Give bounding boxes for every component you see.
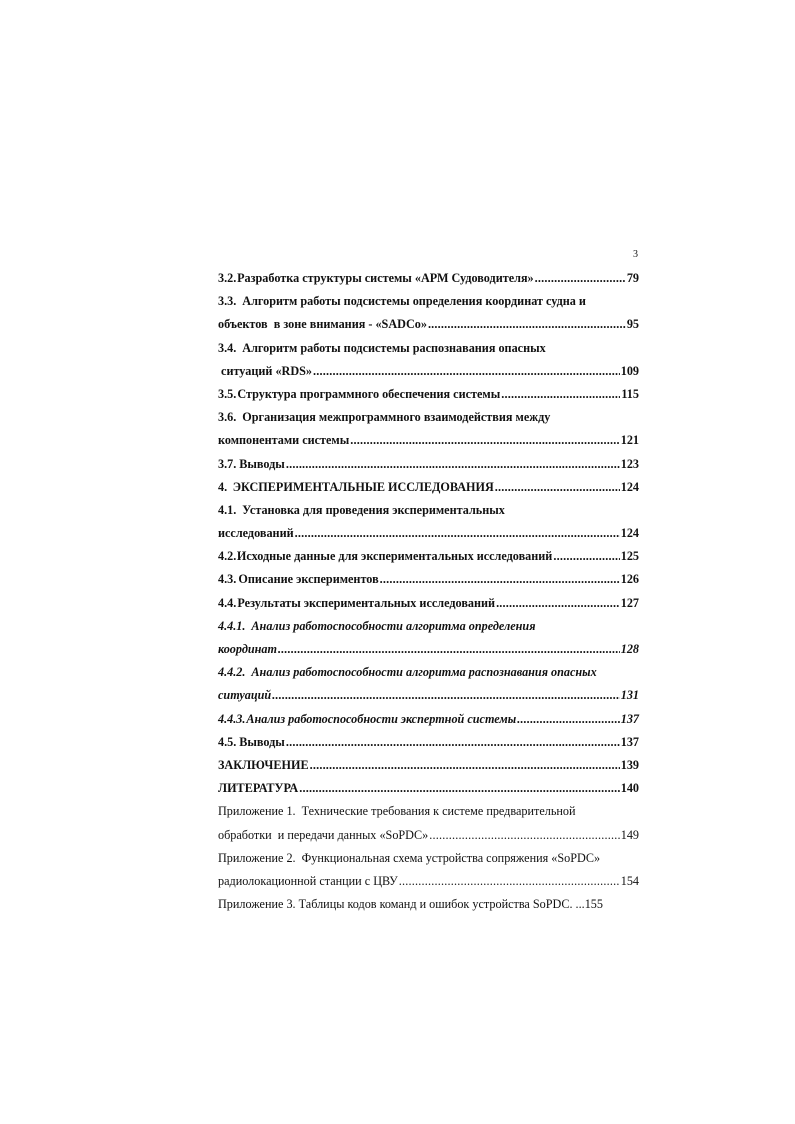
toc-entry-title: исследований bbox=[218, 526, 294, 541]
toc-entry-title: Алгоритм работы подсистемы распознавания опасных bbox=[242, 340, 546, 355]
toc-entry-page: 121 bbox=[620, 433, 639, 448]
toc-entry-title: Алгоритм работы подсистемы определения координат судна и bbox=[242, 294, 586, 309]
toc-entry-appendix-1[interactable] bbox=[218, 804, 639, 827]
toc-entry-title: Установка для проведения экспериментальных bbox=[242, 502, 505, 517]
toc-entry-3-3-cont[interactable] bbox=[218, 317, 639, 340]
dot-leader bbox=[286, 735, 620, 750]
toc-entry-number: 4.4. bbox=[218, 595, 237, 610]
toc-entry-number: 4.5. bbox=[218, 734, 237, 749]
page-number: 3 bbox=[633, 249, 638, 260]
toc-entry-appendix-2-cont[interactable] bbox=[218, 874, 639, 897]
toc-entry-literature[interactable] bbox=[218, 781, 639, 804]
toc-entry-4-4-2[interactable] bbox=[218, 665, 639, 688]
dot-leader bbox=[313, 364, 620, 379]
toc-entry-number: 4.2. bbox=[218, 549, 237, 564]
toc-entry-3-3[interactable] bbox=[218, 294, 639, 317]
toc-entry-4-4-2-cont[interactable] bbox=[218, 688, 639, 711]
dot-leader bbox=[517, 712, 620, 727]
toc-entry-number: 3.3. bbox=[218, 294, 237, 309]
toc-entry-page: 126 bbox=[620, 572, 639, 587]
toc-entry-title: Приложение 3. Таблицы кодов команд и ошибок устройства SoPDC. ... bbox=[218, 897, 585, 912]
toc-entry-title: Разработка структуры системы «АРМ Судоводителя» bbox=[237, 271, 534, 285]
toc-entry-title: ЛИТЕРАТУРА bbox=[218, 781, 299, 796]
toc-entry-title: ситуаций «RDS» bbox=[218, 363, 313, 378]
toc-entry-page: 124 bbox=[620, 526, 639, 541]
dot-leader bbox=[299, 781, 620, 796]
toc-entry-page: 124 bbox=[620, 479, 639, 494]
toc-entry-page: 149 bbox=[620, 827, 639, 842]
dot-leader bbox=[350, 433, 619, 448]
toc-entry-title: Функциональная схема устройства сопряжения «SoPDC» bbox=[301, 850, 601, 865]
toc-entry-number: 3.7. bbox=[218, 456, 237, 471]
toc-entry-3-6-cont[interactable] bbox=[218, 433, 639, 456]
toc-entry-title: Организация межпрограммного взаимодействия между bbox=[242, 410, 551, 425]
toc-entry-page: 79 bbox=[626, 271, 639, 285]
dot-leader bbox=[399, 874, 620, 889]
toc-entry-4-4-3[interactable] bbox=[218, 712, 639, 735]
toc-entry-title: Исходные данные для экспериментальных исследований bbox=[236, 549, 553, 564]
toc-entry-title: Анализ работоспособности алгоритма распознавания опасных bbox=[251, 665, 597, 680]
toc-entry-number: 4.3. bbox=[218, 572, 237, 587]
dot-leader bbox=[272, 688, 620, 703]
toc-entry-title: Выводы bbox=[239, 734, 285, 749]
toc-entry-title: объектов в зоне внимания - «SADCo» bbox=[218, 317, 427, 332]
toc-entry-page: 95 bbox=[626, 317, 639, 332]
toc-entry-number: 4.4.3. bbox=[218, 711, 246, 726]
dot-leader bbox=[428, 317, 626, 332]
dot-leader bbox=[310, 758, 620, 773]
toc-entry-title: Анализ работоспособности алгоритма определения bbox=[251, 618, 536, 633]
toc-entry-page: 128 bbox=[620, 642, 639, 656]
dot-leader bbox=[278, 642, 620, 657]
toc-entry-title: Результаты экспериментальных исследований bbox=[237, 595, 496, 610]
toc-entry-4-3[interactable] bbox=[218, 572, 639, 595]
toc-entry-page: 140 bbox=[620, 781, 639, 796]
toc-entry-number: 4.1. bbox=[218, 502, 237, 517]
toc-entry-4-4-1[interactable] bbox=[218, 619, 639, 642]
toc-entry-page: 127 bbox=[620, 595, 639, 610]
dot-leader bbox=[286, 457, 620, 472]
toc-entry-page: 155 bbox=[584, 897, 603, 912]
dot-leader bbox=[495, 480, 620, 495]
toc-entry-page: 115 bbox=[621, 386, 639, 401]
toc-entry-number: 4.4.2. bbox=[218, 665, 246, 680]
dot-leader bbox=[380, 572, 620, 587]
toc-entry-page: 139 bbox=[620, 757, 639, 772]
toc-entry-title: Структура программного обеспечения системы bbox=[237, 386, 501, 401]
toc-entry-title: ситуаций bbox=[218, 688, 272, 703]
dot-leader bbox=[295, 526, 620, 541]
toc-entry-appendix-2[interactable] bbox=[218, 851, 639, 874]
toc-entry-number: 3.2. bbox=[218, 271, 237, 285]
toc-entry-title: обработки и передачи данных «SoPDC» bbox=[218, 827, 429, 842]
dot-leader bbox=[553, 549, 619, 564]
toc-entry-number: 3.6. bbox=[218, 410, 237, 425]
toc-entry-4-1[interactable] bbox=[218, 503, 639, 526]
toc-entry-4[interactable] bbox=[218, 480, 639, 503]
toc-entry-number: 4.4.1. bbox=[218, 618, 246, 633]
dot-leader bbox=[501, 387, 620, 402]
toc-entry-title: координат bbox=[218, 642, 277, 656]
toc-entry-page: 131 bbox=[620, 688, 639, 703]
toc-entry-title: Анализ работоспособности экспертной системы bbox=[246, 711, 517, 726]
toc-entry-4-2[interactable] bbox=[218, 549, 639, 572]
toc-entry-number: Приложение 1. bbox=[218, 804, 296, 819]
toc-entry-3-4-cont[interactable] bbox=[218, 364, 639, 387]
toc-entry-number: 3.5. bbox=[218, 386, 237, 401]
toc-entry-appendix-1-cont[interactable] bbox=[218, 828, 639, 851]
toc-entry-page: 125 bbox=[620, 549, 639, 564]
dot-leader bbox=[535, 271, 626, 286]
toc-entry-3-4[interactable] bbox=[218, 341, 639, 364]
toc-entry-number: Приложение 2. bbox=[218, 850, 296, 865]
toc-entry-appendix-3[interactable] bbox=[218, 897, 639, 920]
toc-entry-title: Технические требования к системе предварительной bbox=[301, 804, 576, 819]
toc-entry-3-7[interactable] bbox=[218, 457, 639, 480]
toc-entry-title: радиолокационной станции с ЦВУ bbox=[218, 873, 398, 888]
toc-entry-title: компонентами системы bbox=[218, 433, 350, 448]
toc-entry-page: 137 bbox=[620, 711, 639, 726]
toc-entry-number: 4. bbox=[218, 479, 228, 494]
toc-entry-4-4-1-cont[interactable] bbox=[218, 642, 639, 665]
toc-entry-page: 154 bbox=[620, 873, 639, 888]
toc-entry-title: Описание экспериментов bbox=[238, 572, 379, 587]
dot-leader bbox=[496, 596, 620, 611]
table-of-contents bbox=[218, 271, 639, 920]
toc-entry-4-1-cont[interactable] bbox=[218, 526, 639, 549]
toc-entry-number: 3.4. bbox=[218, 340, 237, 355]
toc-entry-title: ЗАКЛЮЧЕНИЕ bbox=[218, 757, 309, 772]
toc-entry-title: Выводы bbox=[239, 456, 285, 471]
toc-entry-4-5[interactable] bbox=[218, 735, 639, 758]
toc-entry-3-2[interactable] bbox=[218, 271, 639, 294]
toc-entry-page: 123 bbox=[620, 456, 639, 471]
toc-entry-title: ЭКСПЕРИМЕНТАЛЬНЫЕ ИССЛЕДОВАНИЯ bbox=[232, 479, 494, 494]
toc-entry-3-6[interactable] bbox=[218, 410, 639, 433]
dot-leader bbox=[429, 828, 620, 843]
toc-entry-4-4[interactable] bbox=[218, 596, 639, 619]
toc-entry-3-5[interactable] bbox=[218, 387, 639, 410]
toc-entry-conclusion[interactable] bbox=[218, 758, 639, 781]
toc-entry-page: 109 bbox=[620, 363, 639, 378]
toc-entry-page: 137 bbox=[620, 734, 639, 749]
